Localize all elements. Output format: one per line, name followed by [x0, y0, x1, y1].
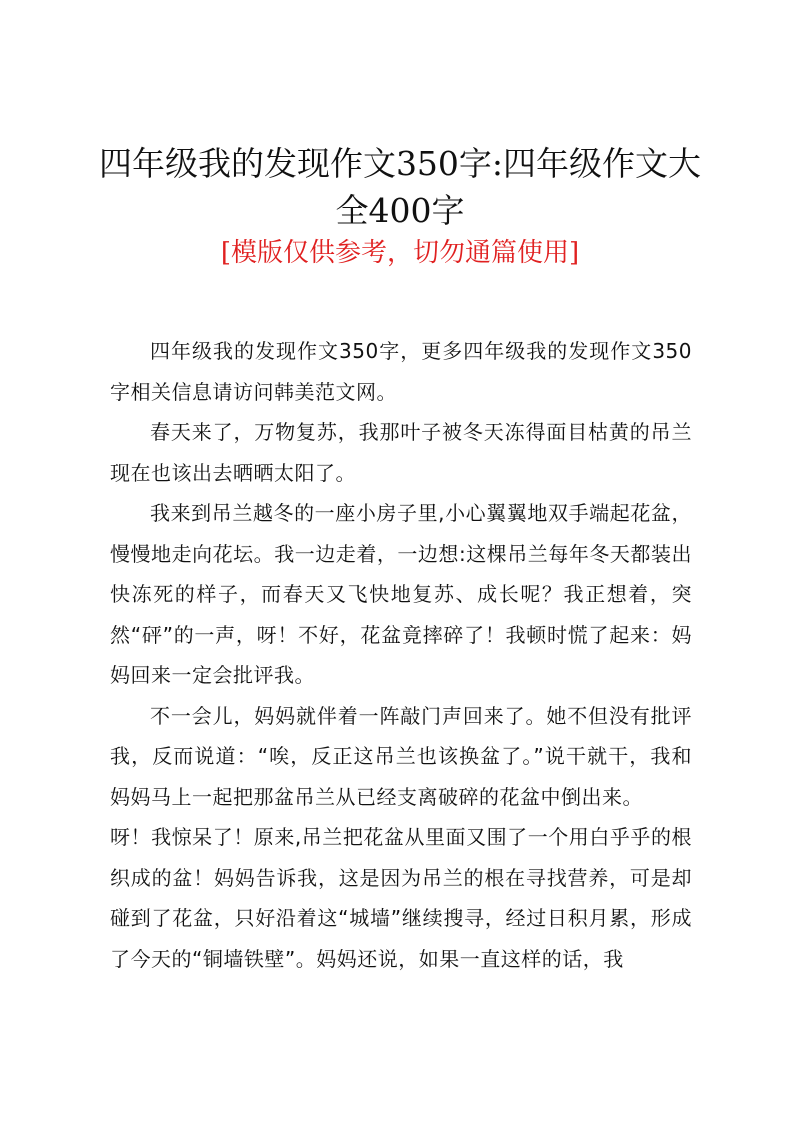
template-notice: [模版仅供参考，切勿通篇使用] [220, 238, 580, 268]
paragraph: 呀！我惊呆了！原来,吊兰把花盆从里面又围了一个用白乎乎的根织成的盆！妈妈告诉我，这是因为吊兰的根在寻找营养，可是却碰到了花盆，只好沿着这“城墙”继续搜寻，经过日积月累，形成了今天的“铜墙铁壁”。妈妈还说，如果一直这样的话，我 [110, 825, 692, 971]
paragraph: 我来到吊兰越冬的一座小房子里,小心翼翼地双手端起花盆，慢慢地走向花坛。我一边走着，一边想:这棵吊兰每年冬天都装出快冻死的样子，而春天又飞快地复苏、成长呢？我正想着，突然“砰”的一声，呀！不好，花盆竟摔碎了！我顿时慌了起来：妈妈回来一定会批评我。 [110, 501, 692, 687]
paragraph: 四年级我的发现作文350字，更多四年级我的发现作文350字相关信息请访问韩美范文网。 [110, 339, 692, 404]
paragraph: 春天来了，万物复苏，我那叶子被冬天冻得面目枯黄的吊兰现在也该出去晒晒太阳了。 [110, 420, 692, 485]
paragraph: 不一会儿，妈妈就伴着一阵敲门声回来了。她不但没有批评我，反而说道：“唉，反正这吊兰也该换盆了。”说干就干，我和妈妈马上一起把那盆吊兰从已经支离破碎的花盆中倒出来。 [110, 703, 692, 809]
document-title: 四年级我的发现作文350字:四年级作文大全400字 [98, 144, 702, 230]
document-body [110, 331, 692, 979]
